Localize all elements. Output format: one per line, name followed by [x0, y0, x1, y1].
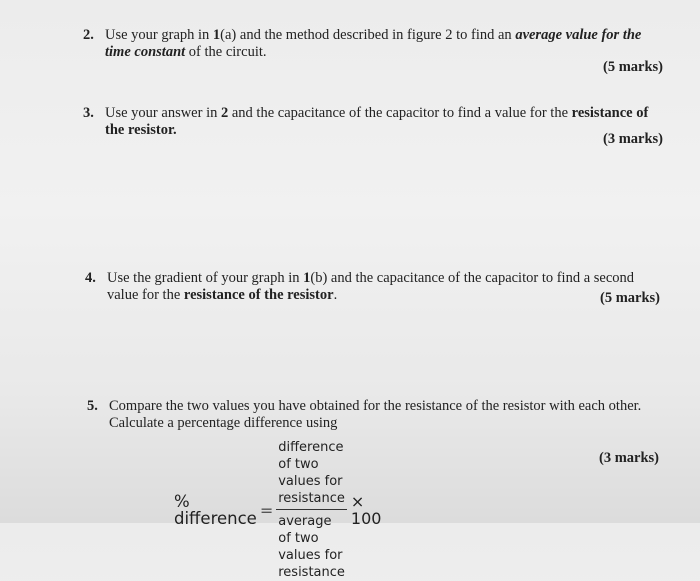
- percentage-difference-formula: [174, 439, 381, 581]
- text-run: Use your graph in: [105, 27, 213, 43]
- text-run-bold: 1: [303, 270, 311, 286]
- formula-numerator: difference of two values for resistance: [276, 439, 347, 510]
- question-number: 5.: [87, 398, 98, 414]
- formula-multiplier: × 100: [350, 492, 382, 528]
- question-line: Calculate a percentage difference using: [109, 415, 338, 431]
- text-run: and the capacitance of the capacitor to find a value for the: [228, 105, 572, 121]
- formula-fraction: [276, 439, 347, 581]
- formula-lhs: % difference: [174, 492, 257, 528]
- marks-label: (5 marks): [603, 59, 664, 75]
- text-run-bold: 1: [212, 27, 221, 43]
- text-run: value for the: [107, 287, 184, 303]
- text-run: (b) and the capacitance of the capacitor to find a second: [310, 270, 635, 286]
- question-number: 4.: [85, 270, 96, 286]
- question-line: [105, 27, 665, 44]
- question-text: [105, 105, 675, 139]
- formula-equals: =: [259, 500, 274, 520]
- question-text: [109, 398, 689, 432]
- marks-label: (5 marks): [600, 290, 661, 306]
- question-line: Compare the two values you have obtained for the resistance of the resistor with each other.: [109, 398, 642, 414]
- formula-denominator: average of two values for resistance: [278, 514, 345, 580]
- text-run-bold-italic: time constant: [105, 44, 186, 60]
- question-line: [105, 105, 675, 122]
- text-run-bold: 2: [220, 105, 229, 121]
- text-run: Use the gradient of your graph in: [107, 270, 304, 286]
- question-text: [105, 27, 665, 61]
- text-run-bold-italic: average value for the: [515, 27, 642, 43]
- text-run-bold: resistance of the resistor: [183, 287, 334, 303]
- question-number: 3.: [83, 105, 94, 121]
- question-number: 2.: [83, 27, 94, 43]
- question-text: [107, 270, 667, 304]
- question-line: [105, 122, 675, 139]
- text-run-bold: the resistor.: [105, 122, 177, 138]
- text-run: of the circuit.: [185, 44, 267, 60]
- text-run-bold: resistance of: [571, 105, 649, 121]
- marks-label: (3 marks): [599, 450, 660, 466]
- text-run: (a) and the method described in figure 2 to find an: [220, 27, 516, 43]
- question-line: [107, 287, 667, 304]
- question-line: [105, 44, 665, 61]
- text-run: Use your answer in: [105, 105, 221, 121]
- question-line: [107, 270, 667, 287]
- text-run: .: [333, 287, 338, 303]
- marks-label: (3 marks): [603, 131, 664, 147]
